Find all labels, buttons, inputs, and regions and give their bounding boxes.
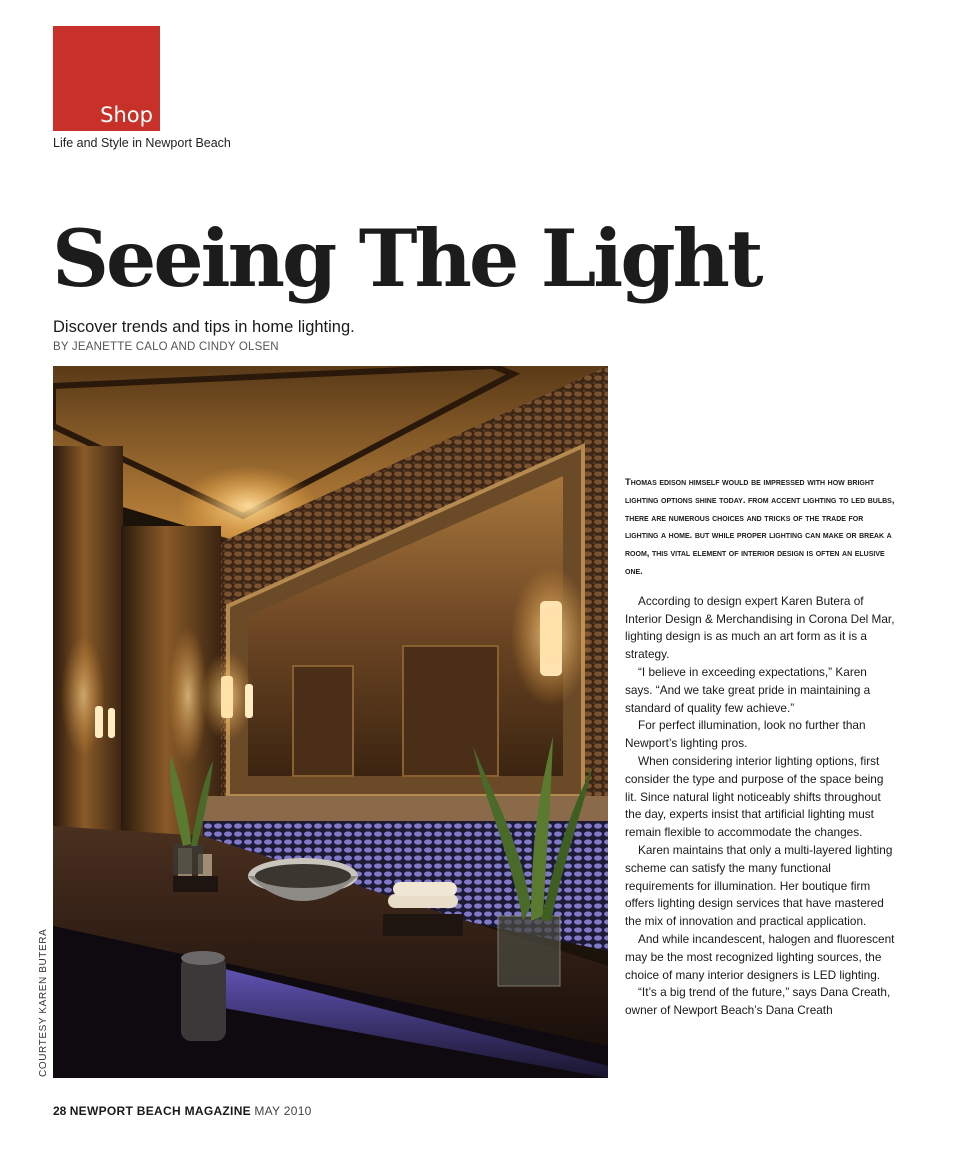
article-body [625, 474, 895, 1020]
byline: BY JEANETTE CALO AND CINDY OLSEN [53, 341, 279, 353]
body-paragraph: When considering interior lighting options, first consider the type and purpose of the space being lit. Since natural light noticeably shifts throughout the day, experts insist that artificial lighting must remain flexible to accommodate the changes. [625, 753, 884, 840]
article-dek: Discover trends and tips in home lighting. [53, 318, 355, 336]
body-paragraph: “It’s a big trend of the future,” says Dana Creath, owner of Newport Beach’s Dana Creath [625, 985, 891, 1018]
body-paragraph: “I believe in exceeding expectations,” Karen says. “And we take great pride in maintaining a standard of quality few achieve.” [625, 664, 871, 715]
page-footer [53, 1104, 312, 1118]
lead-paragraph: Thomas edison himself would be impressed with how bright lighting options shine today. from accent lighting to led bulbs, there are numerous choices and tricks of the trade for lighting a home. but while proper lighting can make or break a room, this vital element of interior design is often an elusive one. [625, 477, 895, 576]
body-paragraph: For perfect illumination, look no further than Newport’s lighting pros. [625, 718, 866, 751]
issue-date: MAY 2010 [254, 1104, 312, 1118]
body-paragraph: Karen maintains that only a multi-layered lighting scheme can satisfy the many functional requirements for illumination. Her boutique firm offers lighting design services that have mastered the mix of innovation and practical application. [625, 842, 893, 929]
photo-credit: COURTESY KAREN BUTERA [38, 928, 49, 1077]
article-title: Seeing The Light [52, 212, 761, 305]
page-number: 28 [53, 1104, 67, 1118]
section-subtitle: Life and Style in Newport Beach [53, 136, 231, 150]
section-tab [53, 26, 160, 131]
bathroom-photo [53, 366, 608, 1078]
magazine-name: NEWPORT BEACH MAGAZINE [69, 1104, 251, 1118]
section-label: Shop [100, 103, 153, 127]
body-paragraph: According to design expert Karen Butera of Interior Design & Merchandising in Corona Del Mar, lighting design is as much an art form as it is a strategy. [625, 593, 895, 662]
body-paragraph: And while incandescent, halogen and fluorescent may be the most recognized lighting sources, the choice of many interior designers is LED lighting. [625, 931, 895, 982]
